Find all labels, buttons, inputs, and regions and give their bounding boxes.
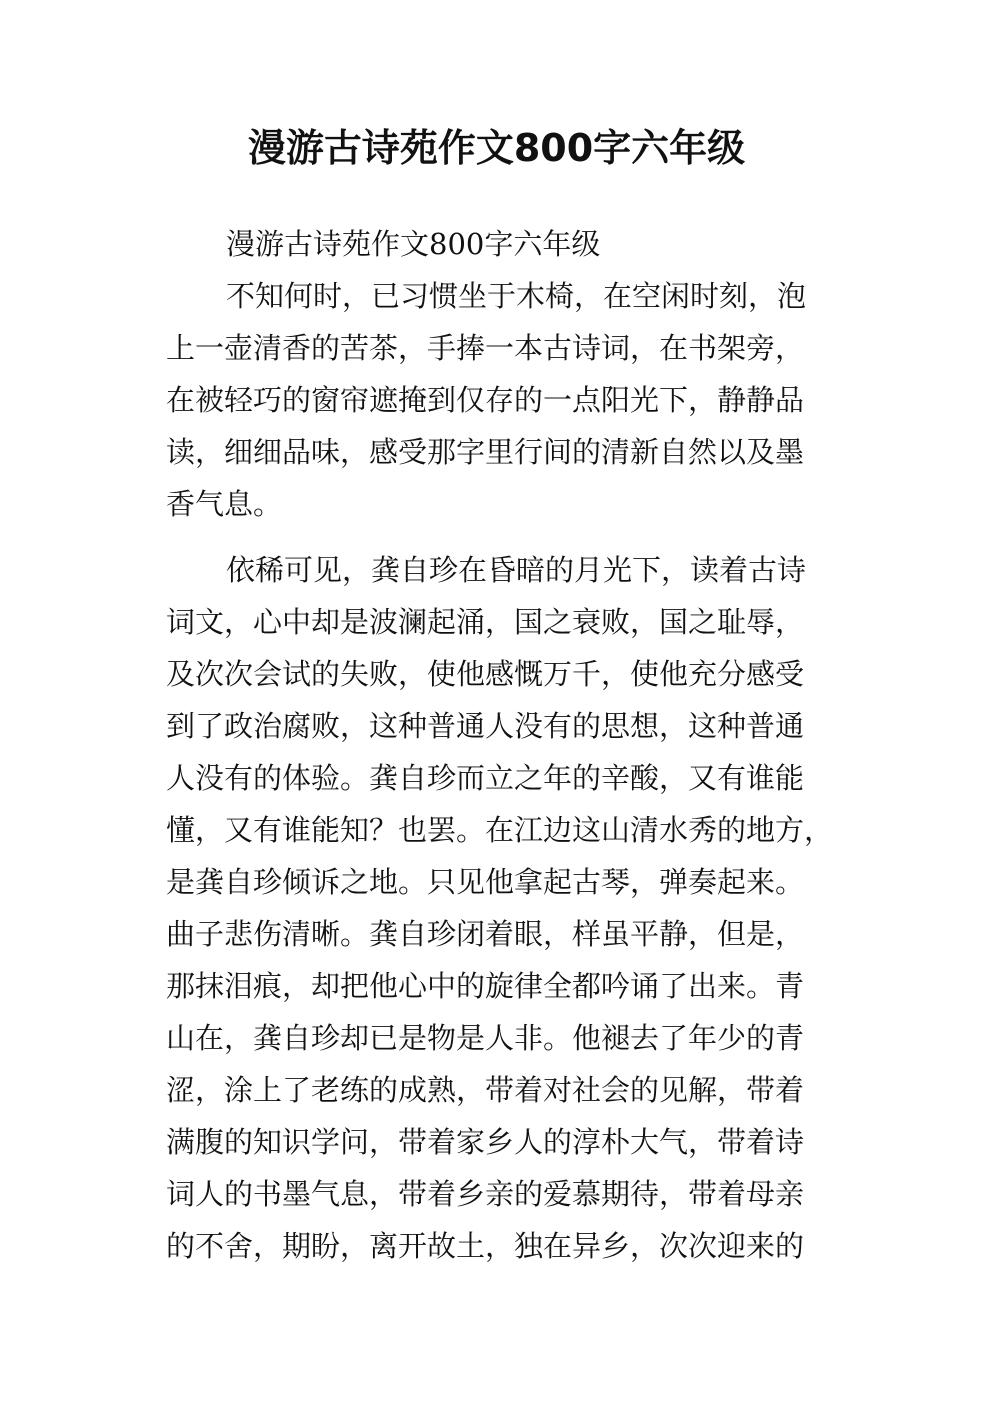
paragraph-line: 曲子悲伤清晰。龚自珍闭着眼，样虽平静，但是，	[166, 917, 805, 951]
paragraph-line: 读，细细品味，感受那字里行间的清新自然以及墨	[166, 435, 805, 469]
paragraph-line: 词人的书墨气息，带着乡亲的爱慕期待，带着母亲	[166, 1177, 805, 1211]
paragraph-line: 到了政治腐败，这种普通人没有的思想，这种普通	[166, 709, 805, 743]
paragraph-line: 依稀可见，龚自珍在昏暗的月光下，读着古诗	[226, 553, 807, 587]
paragraph-line: 涩，涂上了老练的成熟，带着对社会的见解，带着	[166, 1073, 805, 1107]
paragraph-line: 在被轻巧的窗帘遮掩到仅存的一点阳光下，静静品	[166, 383, 805, 417]
paragraph-line: 上一壶清香的苦茶，手捧一本古诗词，在书架旁，	[166, 331, 805, 365]
paragraph-line: 是龚自珍倾诉之地。只见他拿起古琴，弹奏起来。	[166, 865, 805, 899]
paragraph-line: 山在，龚自珍却已是物是人非。他褪去了年少的青	[166, 1021, 805, 1055]
paragraph-line: 人没有的体验。龚自珍而立之年的辛酸，又有谁能	[166, 761, 805, 795]
paragraph-line: 的不舍，期盼，离开故土，独在异乡，次次迎来的	[166, 1229, 805, 1263]
document-title: 漫游古诗苑作文800字六年级	[247, 126, 746, 170]
paragraph-line: 懂，又有谁能知？也罢。在江边这山清水秀的地方，	[166, 813, 834, 847]
paragraph-2	[166, 544, 834, 1272]
paragraph-1	[166, 270, 834, 530]
subtitle-line: 漫游古诗苑作文800字六年级	[226, 227, 601, 261]
paragraph-line: 满腹的知识学问，带着家乡人的淳朴大气，带着诗	[166, 1125, 805, 1159]
paragraph-line: 词文，心中却是波澜起涌，国之衰败，国之耻辱，	[166, 605, 805, 639]
paragraph-line: 香气息。	[166, 487, 283, 521]
paragraph-line: 不知何时，已习惯坐于木椅，在空闲时刻，泡	[226, 279, 807, 313]
paragraph-line: 那抹泪痕，却把他心中的旋律全都吟诵了出来。青	[166, 969, 805, 1003]
document-body	[166, 218, 834, 1272]
paragraph-line: 及次次会试的失败，使他感慨万千，使他充分感受	[166, 657, 805, 691]
